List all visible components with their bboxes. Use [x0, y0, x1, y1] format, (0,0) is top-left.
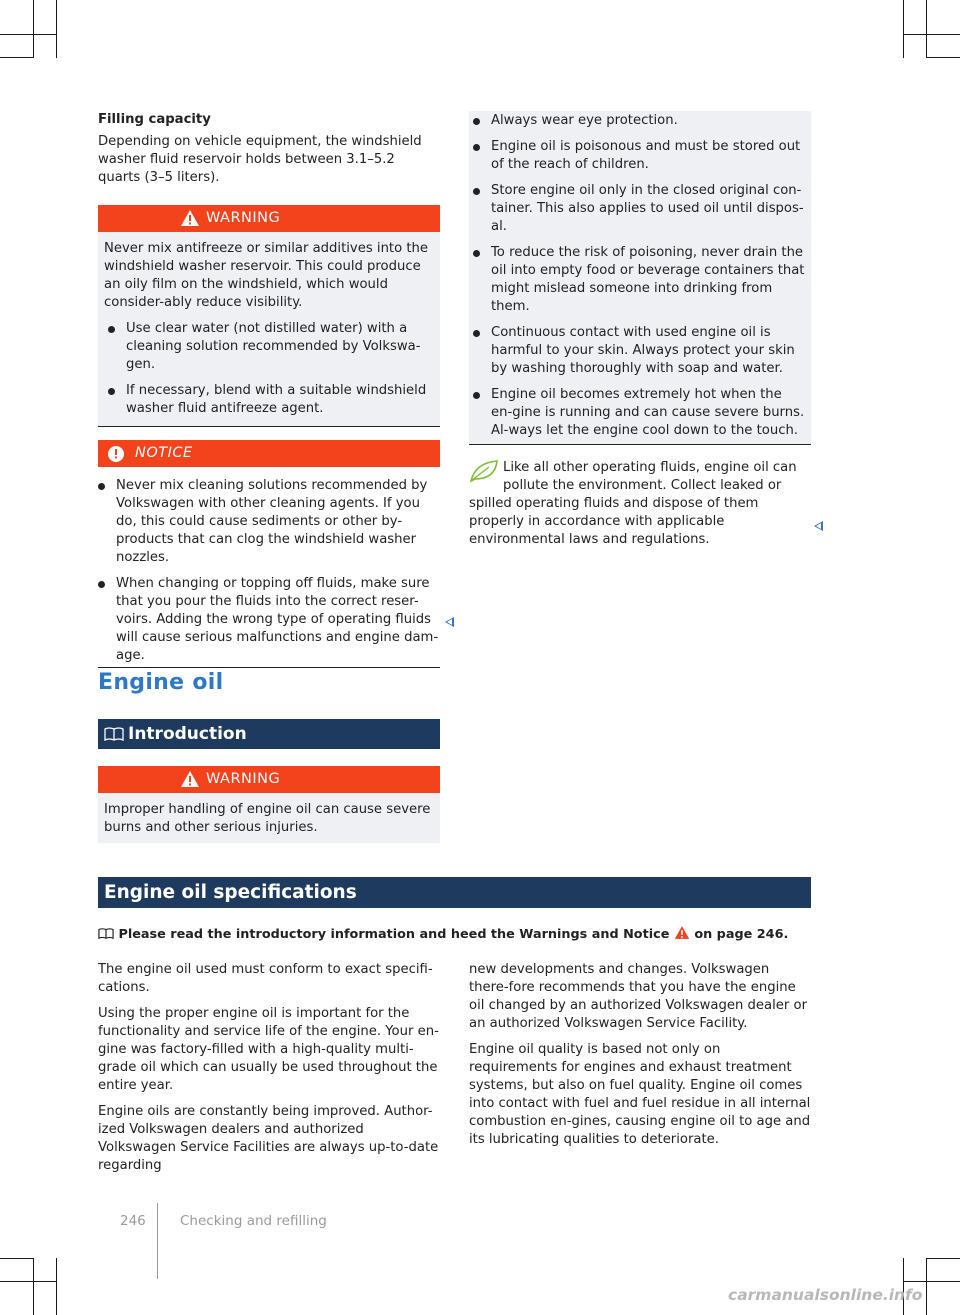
- bullet-icon: [473, 118, 480, 125]
- bullet-icon: [473, 392, 480, 399]
- warning-text: Never mix antifreeze or similar additives into the windshield washer reservoir. This could produce an oily film on the windshield, which would consider-ably reduce visibility.: [104, 241, 429, 310]
- crop-mark: [904, 34, 960, 35]
- section-title: Engine oil: [98, 670, 224, 695]
- specs-left-column: [98, 961, 440, 1175]
- list-item-text: When changing or topping off fluids, make sure that you pour the fluids into the correct reser-voirs. Adding the wrong type of operating fluids will cause serious malfunctions and engine dam-age.: [116, 576, 439, 663]
- warning-body: [98, 232, 440, 427]
- list-item: [469, 244, 805, 316]
- list-item: [98, 477, 440, 567]
- crop-mark: [56, 1258, 57, 1315]
- list-item: [469, 386, 805, 440]
- list-item-text: Continuous contact with used engine oil is harmful to your skin. Always protect your skin by washing thoroughly with soap and water.: [491, 325, 795, 376]
- bullet-icon: [473, 250, 480, 257]
- crop-mark: [926, 0, 927, 58]
- notice-exclamation-icon: [107, 445, 125, 463]
- paragraph: The engine oil used must conform to exact specifi-cations.: [98, 962, 433, 995]
- list-item-text: Use clear water (not distilled water) with a cleaning solution recommended by Volkswa-gen.: [126, 321, 421, 372]
- notice-box: [98, 440, 440, 668]
- crop-mark: [0, 1281, 56, 1282]
- bullet-icon: [473, 330, 480, 337]
- specs-right-column: [469, 961, 811, 1149]
- warning-triangle-icon: [180, 770, 200, 788]
- environment-note: [469, 459, 811, 549]
- warning-banner: [98, 205, 440, 232]
- crop-mark: [904, 1281, 960, 1282]
- warning-label: WARNING: [206, 771, 281, 787]
- crop-mark: [926, 57, 960, 58]
- bullet-icon: [108, 326, 115, 333]
- section-end-icon: [445, 617, 454, 627]
- crop-mark: [926, 1258, 960, 1259]
- warning-box: [98, 205, 440, 427]
- footer-divider: [157, 1203, 158, 1279]
- notice-label: NOTICE: [135, 445, 193, 461]
- paragraph: Engine oils are constantly being improved. Author-ized Volkswagen dealers and authorized Volkswagen Service Facilities are always up-to-date regarding: [98, 1104, 439, 1173]
- book-icon: [104, 727, 124, 741]
- crop-mark: [33, 1258, 34, 1315]
- warning-continued-body: [469, 111, 811, 445]
- crop-mark: [926, 1258, 927, 1315]
- warning-label: WARNING: [206, 210, 281, 226]
- introduction-title: Introduction: [128, 724, 247, 744]
- warning-triangle-icon: [674, 925, 690, 940]
- bullet-icon: [98, 581, 105, 588]
- list-item: [469, 138, 805, 174]
- bullet-icon: [98, 483, 105, 490]
- warning-banner: [98, 766, 440, 793]
- bullet-icon: [473, 188, 480, 195]
- list-item-text: To reduce the risk of poisoning, never drain the oil into empty food or beverage containers that might mislead someone into drinking from them.: [491, 245, 805, 314]
- list-item: [104, 320, 434, 374]
- read-instruction: [98, 925, 811, 944]
- crop-mark: [0, 34, 56, 35]
- crop-mark: [56, 0, 57, 58]
- introduction-bar: [98, 719, 440, 749]
- paragraph: Engine oil quality is based not only on requirements for engines and exhaust treatment systems, but also on fuel quality. Engine oil comes into contact with fuel and fuel residue in all internal combustion en-gines, causing engine oil to age and its lubricating qualities to deteriorate.: [469, 1042, 811, 1147]
- leaf-icon: [469, 459, 499, 483]
- paragraph: Using the proper engine oil is important for the functionality and service life of the engine. Your en-gine was factory-filled with a high-quality multi-grade oil which can usually be used throughout the entire year.: [98, 1006, 439, 1093]
- filling-capacity-heading: Filling capacity: [98, 112, 211, 127]
- bullet-icon: [473, 144, 480, 151]
- section-end-icon: [814, 521, 823, 531]
- list-item: [98, 575, 440, 665]
- crop-mark: [0, 1258, 34, 1259]
- list-item-text: Never mix cleaning solutions recommended by Volkswagen with other cleaning agents. If you do, this could cause sediments or other by-products that can clog the windshield washer nozzles.: [116, 478, 428, 565]
- warning-box-2: [98, 766, 440, 843]
- list-item: [469, 182, 805, 236]
- notice-body: [98, 467, 440, 668]
- list-item: [469, 112, 805, 130]
- book-icon: [98, 928, 114, 939]
- environment-text: Like all other operating fluids, engine oil can pollute the environment. Collect leaked or spilled operating fluids and dispose of them properly in accordance with applicable environmental laws and regulations.: [469, 460, 797, 547]
- read-instruction-page: on page 246.: [694, 927, 789, 942]
- list-item-text: Engine oil is poisonous and must be stored out of the reach of children.: [491, 139, 801, 172]
- filling-capacity-text: Depending on vehicle equipment, the windshield washer fluid reservoir holds between 3.1–5.2 quarts (3–5 liters).: [98, 134, 422, 185]
- specs-title: Engine oil specifications: [104, 882, 357, 903]
- chapter-title: Checking and refilling: [180, 1213, 327, 1229]
- bullet-icon: [108, 388, 115, 395]
- left-column: [98, 111, 440, 668]
- list-item-text: Engine oil becomes extremely hot when the en-gine is running and can cause severe burns. Al-ways let the engine cool down to the touch.: [491, 387, 805, 438]
- crop-mark: [903, 0, 904, 58]
- list-item: [469, 324, 805, 378]
- list-item-text: If necessary, blend with a suitable windshield washer fluid antifreeze agent.: [126, 383, 427, 416]
- list-item-text: Always wear eye protection.: [491, 113, 678, 128]
- specs-title-bar: [98, 877, 811, 908]
- list-item-text: Store engine oil only in the closed original con-tainer. This also applies to used oil until dispos-al.: [491, 183, 804, 234]
- paragraph: new developments and changes. Volkswagen there-fore recommends that you have the engine oil changed by an authorized Volkswagen dealer or an authorized Volkswagen Service Facility.: [469, 962, 807, 1031]
- warning-triangle-icon: [180, 209, 200, 227]
- right-column: [469, 111, 811, 549]
- read-instruction-text: Please read the introductory information and heed the Warnings and Notice: [118, 927, 670, 942]
- page-number: 246: [120, 1213, 146, 1229]
- crop-mark: [0, 57, 34, 58]
- list-item: [104, 382, 434, 418]
- crop-mark: [33, 0, 34, 58]
- warning-text: Improper handling of engine oil can cause severe burns and other serious injuries.: [104, 802, 431, 835]
- watermark: carmanualsonline.info: [728, 1286, 923, 1304]
- warning-body: [98, 793, 440, 843]
- notice-banner: [98, 440, 440, 467]
